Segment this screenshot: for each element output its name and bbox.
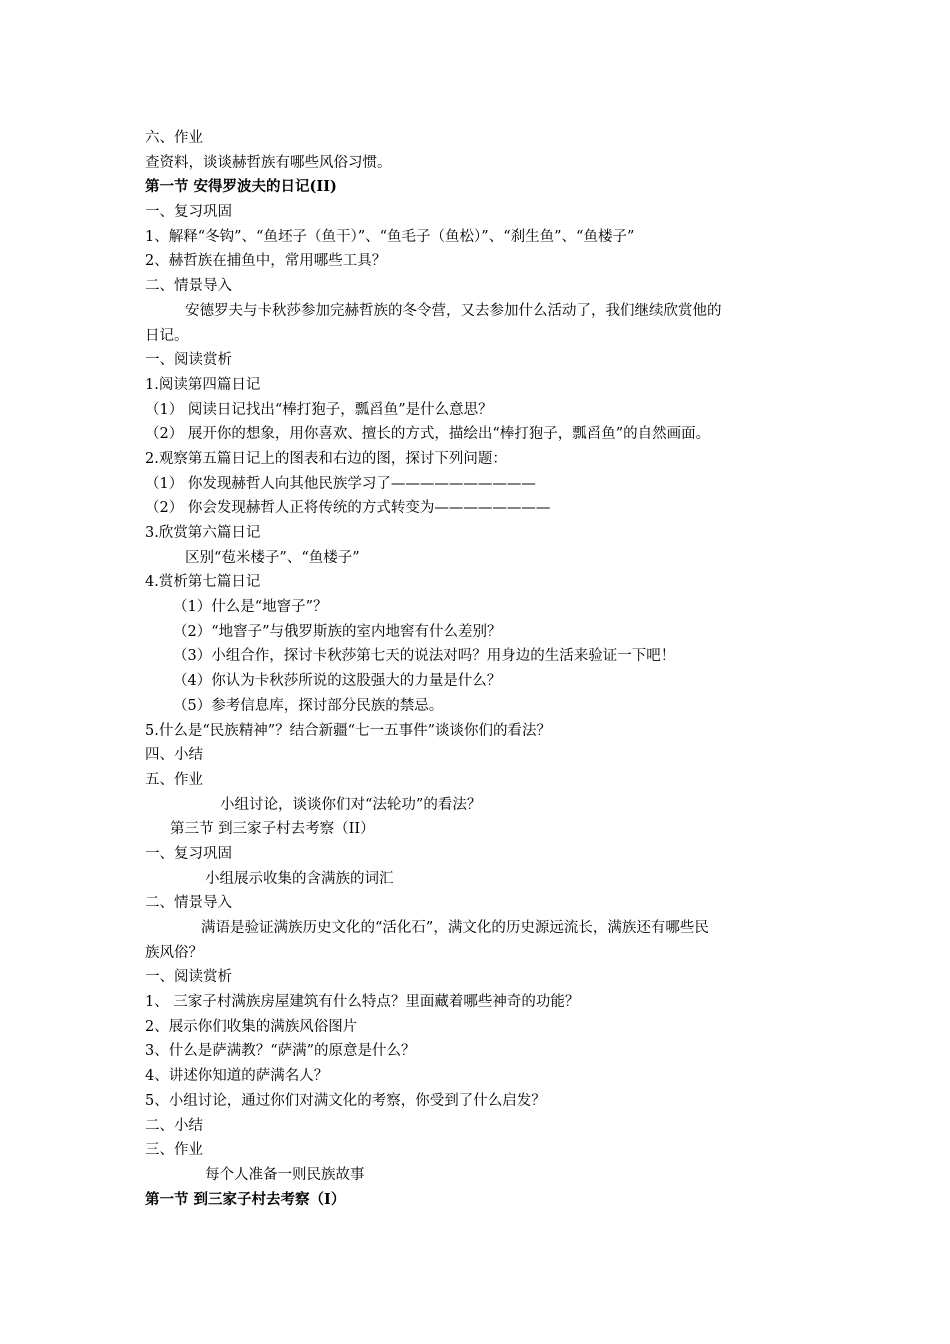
list-item: 1、解释“冬钩”、“鱼坯子（鱼干）”、“鱼毛子（鱼松）”、“刹生鱼”、“鱼楼子” bbox=[145, 228, 635, 245]
sub-item: （1）什么是“地窨子”？ bbox=[173, 599, 328, 616]
list-item: 2、展示你们收集的满族风俗图片 bbox=[145, 1018, 358, 1035]
sub-item: （4）你认为卡秋莎所说的这股强大的力量是什么？ bbox=[173, 673, 502, 690]
list-item: 3、什么是萨满教？“萨满”的原意是什么？ bbox=[145, 1043, 416, 1060]
sub-item: （1） 阅读日记找出“棒打狍子，瓢舀鱼”是什么意思？ bbox=[145, 401, 493, 418]
paragraph: 族风俗？ bbox=[145, 944, 203, 961]
list-item: 2.观察第五篇日记上的图表和右边的图，探讨下列问题： bbox=[145, 450, 507, 467]
paragraph: 每个人准备一则民族故事 bbox=[205, 1166, 365, 1183]
section-heading: 一、阅读赏析 bbox=[145, 352, 232, 369]
lesson-title: 第一节 安得罗波夫的日记(II) bbox=[145, 178, 337, 196]
section-heading: 二、小结 bbox=[145, 1117, 203, 1134]
section-heading: 一、阅读赏析 bbox=[145, 969, 232, 986]
section-heading: 五、作业 bbox=[145, 771, 203, 788]
section-heading: 二、情景导入 bbox=[145, 278, 232, 295]
paragraph: 小组展示收集的含满族的词汇 bbox=[205, 870, 394, 887]
sub-item: （5）参考信息库，探讨部分民族的禁忌。 bbox=[173, 697, 444, 714]
section-heading: 三、作业 bbox=[145, 1142, 203, 1159]
paragraph: 区别“苞米楼子”、“鱼楼子” bbox=[185, 549, 360, 566]
paragraph: 小组讨论，谈谈你们对“法轮功”的看法？ bbox=[220, 796, 482, 813]
sub-item: （2） 你会发现赫哲人正将传统的方式转变为———————— bbox=[145, 500, 551, 517]
list-item: 5、小组讨论，通过你们对满文化的考察，你受到了什么启发？ bbox=[145, 1092, 546, 1109]
lesson-title: 第三节 到三家子村去考察（II） bbox=[170, 821, 375, 838]
list-item: 4、讲述你知道的萨满名人？ bbox=[145, 1068, 329, 1085]
paragraph: 日记。 bbox=[145, 327, 189, 344]
list-item: 3.欣赏第六篇日记 bbox=[145, 525, 261, 541]
list-item: 1、 三家子村满族房屋建筑有什么特点？里面藏着哪些神奇的功能？ bbox=[145, 994, 580, 1011]
paragraph: 满语是验证满族历史文化的“活化石”，满文化的历史源远流长，满族还有哪些民 bbox=[201, 920, 709, 936]
sub-item: （2）“地窨子”与俄罗斯族的室内地窖有什么差别？ bbox=[173, 623, 502, 640]
paragraph: 安德罗夫与卡秋莎参加完赫哲族的冬令营，又去参加什么活动了，我们继续欣赏他的 bbox=[185, 302, 722, 319]
section-heading: 二、情景导入 bbox=[145, 895, 232, 912]
section-heading: 一、复习巩固 bbox=[145, 845, 232, 862]
section-heading: 四、小结 bbox=[145, 747, 203, 764]
document-body bbox=[145, 126, 815, 1212]
list-item: 5.什么是“民族精神”？结合新疆“七一五事件”谈谈你们的看法？ bbox=[145, 722, 551, 739]
list-item: 4.赏析第七篇日记 bbox=[145, 574, 261, 591]
section-heading: 一、复习巩固 bbox=[145, 204, 232, 221]
lesson-title: 第一节 到三家子村去考察（I） bbox=[145, 1190, 346, 1208]
list-item: 1.阅读第四篇日记 bbox=[145, 376, 261, 393]
section-heading: 六、作业 bbox=[145, 130, 203, 146]
sub-item: （1） 你发现赫哲人向其他民族学习了—————————— bbox=[145, 475, 536, 492]
paragraph: 查资料，谈谈赫哲族有哪些风俗习惯。 bbox=[145, 154, 392, 171]
list-item: 2、赫哲族在捕鱼中，常用哪些工具？ bbox=[145, 253, 387, 270]
sub-item: （3）小组合作，探讨卡秋莎第七天的说法对吗？用身边的生活来验证一下吧！ bbox=[173, 648, 676, 665]
sub-item: （2） 展开你的想象，用你喜欢、擅长的方式，描绘出“棒打狍子，瓢舀鱼”的自然画面。 bbox=[145, 426, 711, 443]
